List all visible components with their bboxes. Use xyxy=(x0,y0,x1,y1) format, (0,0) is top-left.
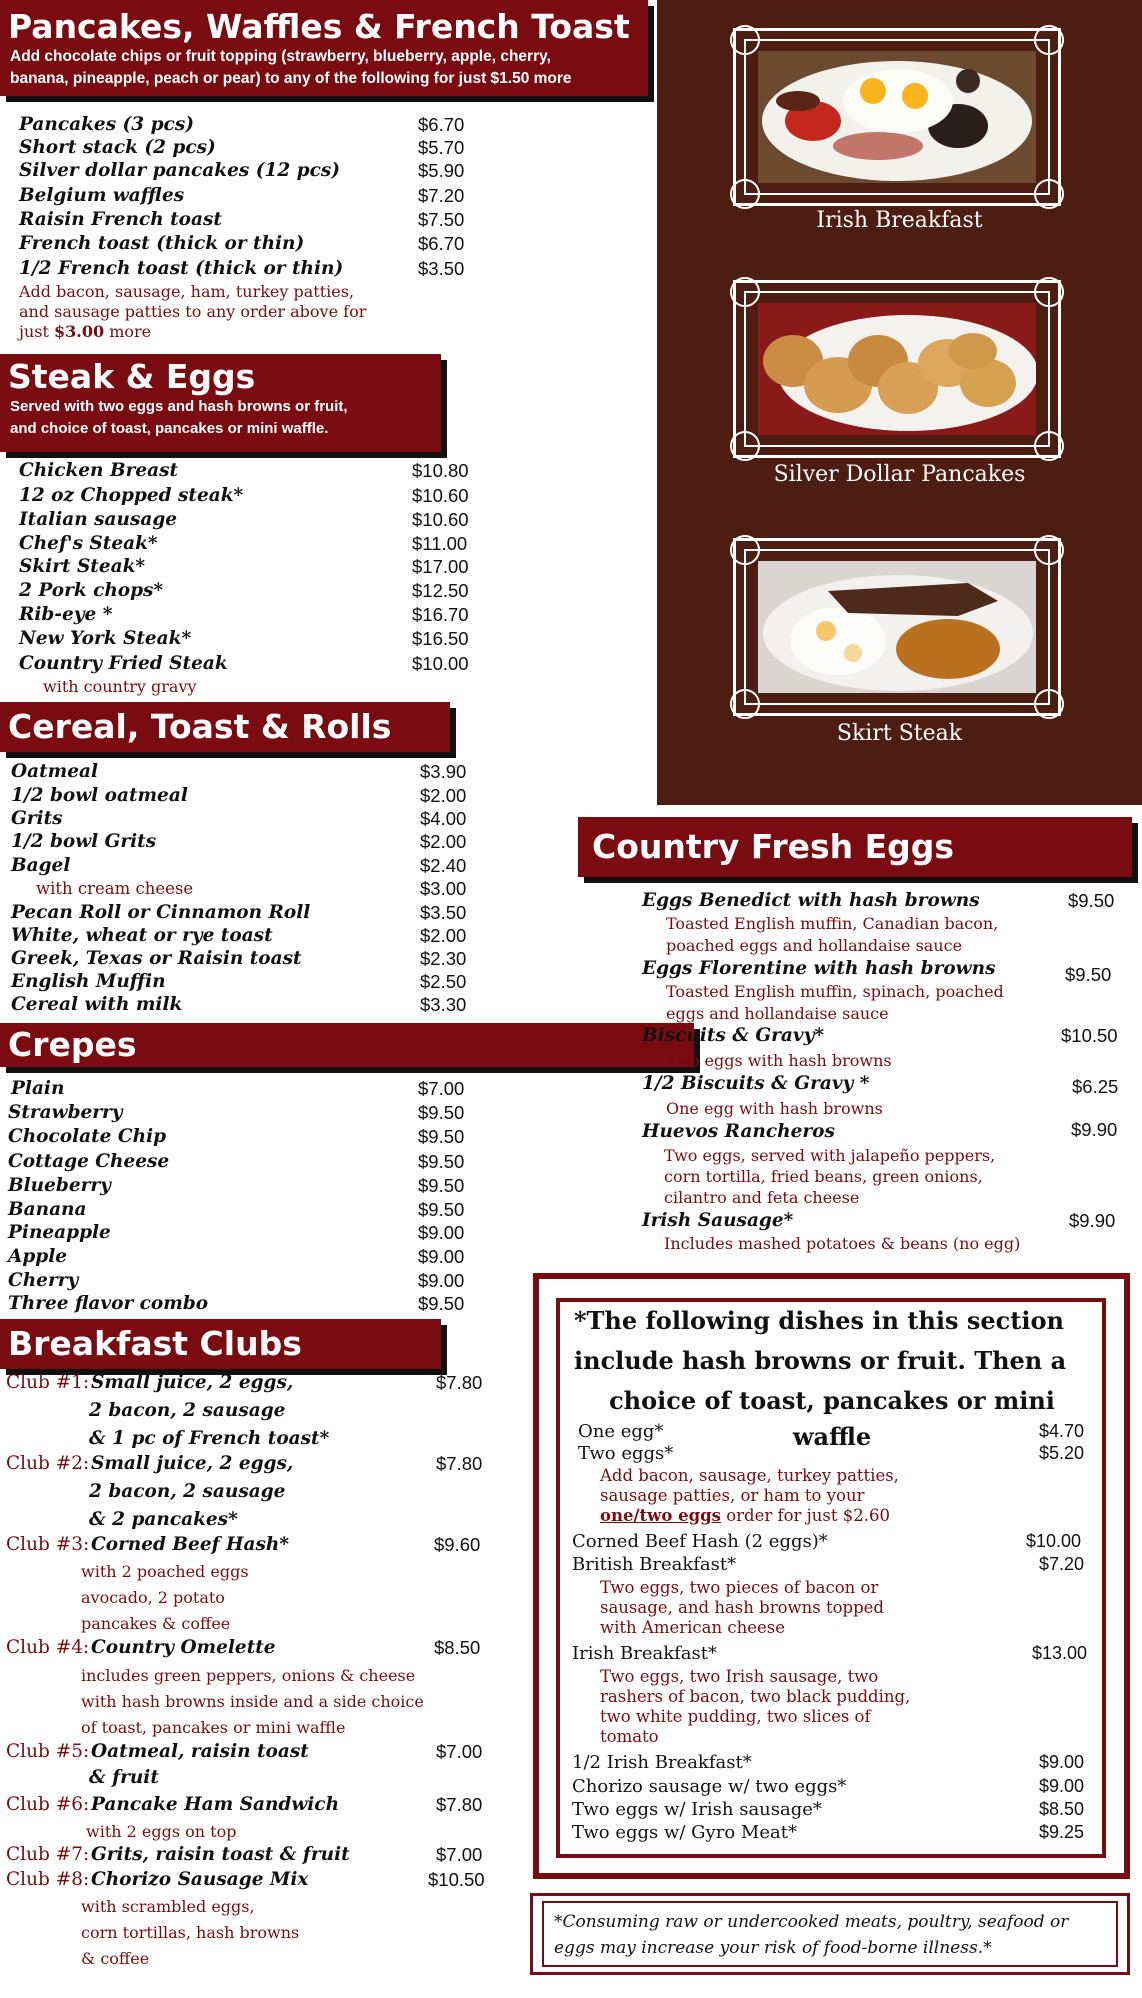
menu-item-name: Cottage Cheese xyxy=(8,1151,170,1172)
food-safety-warning xyxy=(542,1901,1118,1967)
club-number: Club #4: xyxy=(6,1637,90,1658)
note-price: $3.00 xyxy=(54,322,105,341)
menu-item-price: $9.60 xyxy=(434,1534,481,1555)
menu-item-price: $9.50 xyxy=(1065,964,1112,985)
menu-item-name: Chicken Breast xyxy=(19,460,179,481)
menu-item-price: $13.00 xyxy=(1032,1643,1088,1663)
menu-item-price: $10.60 xyxy=(412,485,469,506)
menu-item-price: $2.30 xyxy=(420,948,467,969)
note-line: Two eggs, two Irish sausage, two xyxy=(600,1667,879,1686)
menu-item-name: French toast (thick or thin) xyxy=(19,233,305,254)
menu-item-name: British Breakfast* xyxy=(572,1554,737,1575)
menu-item-name: with cream cheese xyxy=(36,879,194,898)
menu-item-price: $9.50 xyxy=(418,1293,465,1314)
section-title-steak: Steak & Eggs xyxy=(8,357,256,396)
item-description: Two eggs with hash browns xyxy=(666,1051,892,1070)
frame-corner xyxy=(1034,431,1064,461)
menu-item-price: $17.00 xyxy=(412,556,469,577)
club-note: with 2 poached eggs xyxy=(81,1562,249,1581)
club-number: Club #7: xyxy=(6,1844,90,1865)
frame-corner xyxy=(1034,689,1064,719)
club-line: Country Omelette xyxy=(91,1637,276,1658)
menu-item-price: $7.80 xyxy=(436,1453,483,1474)
photo-frame-irish-breakfast xyxy=(733,28,1061,206)
menu-item-name: Pecan Roll or Cinnamon Roll xyxy=(11,902,311,923)
skirt-steak-image xyxy=(758,561,1036,693)
menu-item-name: Eggs Florentine with hash browns xyxy=(642,958,996,979)
note-line: Add bacon, sausage, ham, turkey patties, xyxy=(19,282,355,301)
menu-item-price: $5.20 xyxy=(1039,1443,1085,1463)
menu-item-name: One egg* xyxy=(578,1421,664,1442)
club-line: Corned Beef Hash* xyxy=(91,1534,289,1555)
section-title-crepes: Crepes xyxy=(8,1025,137,1064)
item-description: poached eggs and hollandaise sauce xyxy=(666,936,963,955)
menu-item-name: Strawberry xyxy=(8,1102,123,1123)
frame-corner xyxy=(730,25,760,55)
menu-item-name: Chocolate Chip xyxy=(8,1126,167,1147)
item-description: One egg with hash browns xyxy=(666,1099,883,1118)
note-emphasis: one/two eggs xyxy=(600,1506,721,1525)
box-heading-line: include hash browns or fruit. Then a xyxy=(574,1346,1067,1375)
menu-item-price: $6.70 xyxy=(418,114,465,135)
menu-item-price: $9.00 xyxy=(418,1270,465,1291)
menu-item-price: $9.25 xyxy=(1039,1822,1085,1842)
club-note: includes green peppers, onions & cheese xyxy=(81,1666,416,1685)
menu-item-name: Eggs Benedict with hash browns xyxy=(642,890,980,911)
menu-item-price: $7.20 xyxy=(1039,1554,1085,1574)
menu-item-price: $8.50 xyxy=(1039,1799,1085,1819)
photo-caption: Skirt Steak xyxy=(836,721,963,746)
menu-item-name: 2 Pork chops* xyxy=(19,580,164,601)
menu-item-name: Chorizo sausage w/ two eggs* xyxy=(572,1776,847,1797)
menu-item-price: $9.00 xyxy=(1039,1776,1085,1796)
menu-item-name: Apple xyxy=(8,1246,68,1267)
menu-item-price: $2.00 xyxy=(420,785,467,806)
club-line: & 2 pancakes* xyxy=(89,1509,238,1530)
menu-item-name: 1/2 bowl oatmeal xyxy=(11,785,188,806)
menu-item-price: $3.50 xyxy=(418,258,465,279)
photo-caption: Irish Breakfast xyxy=(816,208,983,233)
club-number: Club #3: xyxy=(6,1534,90,1555)
menu-item-name: 1/2 Irish Breakfast* xyxy=(572,1752,752,1773)
note-line: sausage, and hash browns topped xyxy=(600,1598,884,1617)
club-line: Grits, raisin toast & fruit xyxy=(91,1844,350,1865)
menu-item-price: $12.50 xyxy=(412,580,469,601)
menu-item-name: Country Fried Steak xyxy=(19,653,228,674)
section-title-cereal: Cereal, Toast & Rolls xyxy=(8,707,392,746)
menu-item-price: $3.30 xyxy=(420,994,467,1015)
menu-item-price: $7.50 xyxy=(418,209,465,230)
club-note: with 2 eggs on top xyxy=(86,1822,237,1841)
menu-item-price: $7.80 xyxy=(436,1372,483,1393)
warning-line: eggs may increase your risk of food-borne illness.* xyxy=(554,1938,992,1958)
menu-item-name: Belgium waffles xyxy=(19,185,185,206)
menu-item-price: $3.50 xyxy=(420,902,467,923)
menu-item-name: Raisin French toast xyxy=(19,209,222,230)
club-note: avocado, 2 potato xyxy=(81,1588,225,1607)
box-heading-line: *The following dishes in this section xyxy=(574,1306,1064,1335)
menu-item-name: Irish Breakfast* xyxy=(572,1643,718,1664)
crepes-banner-fill xyxy=(0,1023,694,1067)
irish-breakfast-image xyxy=(758,51,1036,183)
menu-item-price: $9.50 xyxy=(418,1175,465,1196)
menu-item-price: $3.00 xyxy=(420,878,467,899)
menu-item-name: New York Steak* xyxy=(19,628,192,649)
note-line: with American cheese xyxy=(600,1618,785,1637)
steak-subtitle-1: Served with two eggs and hash browns or fruit, xyxy=(10,398,348,415)
menu-item-price: $10.80 xyxy=(412,460,469,481)
item-description: Includes mashed potatoes & beans (no egg) xyxy=(664,1234,1021,1253)
menu-item-price: $2.00 xyxy=(420,925,467,946)
photo-frame-skirt-steak xyxy=(733,538,1061,716)
steak-subtitle-2: and choice of toast, pancakes or mini waffle. xyxy=(10,420,329,437)
menu-item-name: 1/2 bowl Grits xyxy=(11,831,157,852)
menu-item-price: $5.90 xyxy=(418,160,465,181)
club-line: Small juice, 2 eggs, xyxy=(91,1453,294,1474)
photo-frame-silver-dollar-pancakes xyxy=(733,280,1061,458)
note-line: rashers of bacon, two black pudding, xyxy=(600,1687,911,1706)
menu-item-name: Two eggs w/ Irish sausage* xyxy=(572,1799,822,1820)
menu-item-name: White, wheat or rye toast xyxy=(11,925,273,946)
menu-item-price: $5.70 xyxy=(418,137,465,158)
menu-item-price: $7.20 xyxy=(418,185,465,206)
menu-item-name: Rib-eye * xyxy=(19,604,113,625)
menu-item-price: $10.00 xyxy=(412,653,469,674)
menu-item-name: Skirt Steak* xyxy=(19,556,146,577)
menu-item-name: Irish Sausage* xyxy=(642,1210,794,1231)
club-line: Chorizo Sausage Mix xyxy=(91,1869,309,1890)
steak-banner xyxy=(0,354,441,452)
item-description: eggs and hollandaise sauce xyxy=(666,1004,889,1023)
club-note: with hash browns inside and a side choice xyxy=(81,1692,424,1711)
menu-item-name: Three flavor combo xyxy=(8,1293,209,1314)
item-description: Toasted English muffin, Canadian bacon, xyxy=(666,914,999,933)
clubs-banner xyxy=(0,1319,441,1369)
menu-item-name: Corned Beef Hash (2 eggs)* xyxy=(572,1531,828,1552)
menu-item-price: $16.50 xyxy=(412,628,469,649)
menu-item-price: $9.90 xyxy=(1069,1210,1116,1231)
frame-corner xyxy=(730,277,760,307)
frame-corner xyxy=(730,535,760,565)
warning-line: *Consuming raw or undercooked meats, poultry, seafood or xyxy=(554,1912,1069,1932)
item-description: cilantro and feta cheese xyxy=(664,1188,860,1207)
club-number: Club #1: xyxy=(6,1372,90,1393)
menu-item-name: Greek, Texas or Raisin toast xyxy=(11,948,302,969)
menu-item-price: $7.00 xyxy=(436,1741,483,1762)
note-text: more xyxy=(104,322,152,341)
club-number: Club #5: xyxy=(6,1741,90,1762)
menu-item-price: $6.25 xyxy=(1072,1076,1119,1097)
club-number: Club #6: xyxy=(6,1794,90,1815)
menu-item-name: Pineapple xyxy=(8,1222,111,1243)
note-line: sausage patties, or ham to your xyxy=(600,1486,865,1505)
box-heading-line: choice of toast, pancakes or mini waffle xyxy=(609,1386,1055,1451)
silver-dollar-pancakes-photo xyxy=(758,303,1036,435)
menu-item-price: $7.00 xyxy=(436,1844,483,1865)
note-text: order for just $2.60 xyxy=(720,1506,890,1525)
pancakes-banner xyxy=(0,0,648,96)
note-line: and sausage patties to any order above for xyxy=(19,302,367,321)
menu-item-price: $7.00 xyxy=(418,1078,465,1099)
menu-item-price: $2.50 xyxy=(420,971,467,992)
section-title-pancakes: Pancakes, Waffles & French Toast xyxy=(8,7,630,46)
pancakes-subtitle-1: Add chocolate chips or fruit topping (strawberry, blueberry, apple, cherry, xyxy=(10,48,551,65)
frame-corner xyxy=(730,689,760,719)
skirt-steak-photo xyxy=(758,561,1036,693)
menu-item-name: English Muffin xyxy=(11,971,166,992)
menu-item-name: Short stack (2 pcs) xyxy=(19,137,216,158)
menu-item-price: $9.50 xyxy=(418,1199,465,1220)
menu-item-price: $7.80 xyxy=(436,1794,483,1815)
club-number: Club #2: xyxy=(6,1453,90,1474)
menu-item-name: 1/2 French toast (thick or thin) xyxy=(19,258,344,279)
note-line: tomato xyxy=(600,1727,659,1746)
club-number: Club #8: xyxy=(6,1869,90,1890)
photo-caption: Silver Dollar Pancakes xyxy=(773,462,1026,487)
club-note: pancakes & coffee xyxy=(81,1614,231,1633)
frame-corner xyxy=(1034,25,1064,55)
pancakes-image xyxy=(758,303,1036,435)
menu-item-price: $4.00 xyxy=(420,808,467,829)
menu-item-price: $9.00 xyxy=(418,1246,465,1267)
club-line: & 1 pc of French toast* xyxy=(89,1428,330,1449)
item-description xyxy=(600,1578,884,1638)
item-description xyxy=(600,1667,910,1747)
menu-item-name: Biscuits & Gravy* xyxy=(642,1025,825,1046)
menu-item-name: Huevos Rancheros xyxy=(642,1121,835,1142)
menu-item-price: $10.60 xyxy=(412,509,469,530)
menu-item-price: $10.50 xyxy=(1061,1025,1118,1046)
menu-item-name: Silver dollar pancakes (12 pcs) xyxy=(19,160,341,181)
item-description: Toasted English muffin, spinach, poached xyxy=(666,982,1004,1001)
menu-item-price: $9.50 xyxy=(418,1126,465,1147)
menu-item-name: Two eggs w/ Gyro Meat* xyxy=(572,1822,797,1843)
menu-item-price: $9.90 xyxy=(1071,1119,1118,1140)
irish-breakfast-photo xyxy=(758,51,1036,183)
section-title-clubs: Breakfast Clubs xyxy=(8,1324,302,1363)
note-line xyxy=(600,1506,899,1526)
menu-item-name: Bagel xyxy=(11,855,71,876)
menu-item-price: $9.00 xyxy=(1039,1752,1085,1772)
club-line: & fruit xyxy=(89,1767,159,1788)
club-line: Small juice, 2 eggs, xyxy=(91,1372,294,1393)
addon-note xyxy=(600,1466,899,1526)
menu-item-name: Grits xyxy=(11,808,63,829)
menu-item-price: $3.90 xyxy=(420,761,467,782)
club-note: & coffee xyxy=(81,1949,150,1968)
menu-item-price: $9.50 xyxy=(418,1102,465,1123)
menu-item-name: Cherry xyxy=(8,1270,79,1291)
menu-item-name: Two eggs* xyxy=(578,1443,674,1464)
menu-item-price: $4.70 xyxy=(1039,1421,1085,1441)
section-title-eggs: Country Fresh Eggs xyxy=(578,817,1132,877)
cereal-banner xyxy=(0,702,450,752)
frame-corner xyxy=(730,179,760,209)
club-line: 2 bacon, 2 sausage xyxy=(89,1400,286,1421)
menu-item-price: $16.70 xyxy=(412,604,469,625)
menu-item-price: $10.50 xyxy=(428,1869,485,1890)
menu-item-name: 12 oz Chopped steak* xyxy=(19,485,244,506)
item-description: corn tortilla, fried beans, green onions, xyxy=(664,1167,983,1186)
note-line xyxy=(19,322,439,342)
club-line: Pancake Ham Sandwich xyxy=(91,1794,340,1815)
club-note: with scrambled eggs, xyxy=(81,1897,255,1916)
menu-item-name: 1/2 Biscuits & Gravy * xyxy=(642,1073,870,1094)
menu-item-price: $10.00 xyxy=(1026,1531,1082,1551)
frame-corner xyxy=(1034,179,1064,209)
menu-item-price: $9.00 xyxy=(418,1222,465,1243)
menu-item-name: Oatmeal xyxy=(11,761,99,782)
pancakes-subtitle-2: banana, pineapple, peach or pear) to any of the following for just $1.50 more xyxy=(10,70,572,87)
club-line: 2 bacon, 2 sausage xyxy=(89,1481,286,1502)
frame-corner xyxy=(1034,277,1064,307)
menu-item-price: $9.50 xyxy=(1068,890,1115,911)
frame-corner xyxy=(730,431,760,461)
menu-item-name: Pancakes (3 pcs) xyxy=(19,114,194,135)
menu-item-name: Italian sausage xyxy=(19,509,178,530)
menu-item-name: Cereal with milk xyxy=(11,994,183,1015)
frame-corner xyxy=(1034,535,1064,565)
note-line: two white pudding, two slices of xyxy=(600,1707,871,1726)
item-description: Two eggs, served with jalapeño peppers, xyxy=(664,1146,996,1165)
club-line: Oatmeal, raisin toast xyxy=(91,1741,309,1762)
menu-item-name: Banana xyxy=(8,1199,87,1220)
club-note: of toast, pancakes or mini waffle xyxy=(81,1718,346,1737)
note-line: Two eggs, two pieces of bacon or xyxy=(600,1578,879,1597)
menu-item-price: $9.50 xyxy=(418,1151,465,1172)
note-text: just xyxy=(19,322,54,341)
note-line: Add bacon, sausage, turkey patties, xyxy=(600,1466,899,1485)
menu-item-price: $2.40 xyxy=(420,855,467,876)
pancakes-addon-note xyxy=(19,282,439,342)
menu-item-price: $2.00 xyxy=(420,831,467,852)
menu-item-name: Blueberry xyxy=(8,1175,111,1196)
menu-item-price: $8.50 xyxy=(434,1637,481,1658)
menu-item-name: Chef's Steak* xyxy=(19,533,158,554)
menu-item-price: $11.00 xyxy=(412,533,468,554)
menu-item-name: Plain xyxy=(11,1078,65,1099)
club-note: corn tortillas, hash browns xyxy=(81,1923,300,1942)
menu-item-price: $6.70 xyxy=(418,233,465,254)
steak-gravy-note: with country gravy xyxy=(43,677,197,696)
